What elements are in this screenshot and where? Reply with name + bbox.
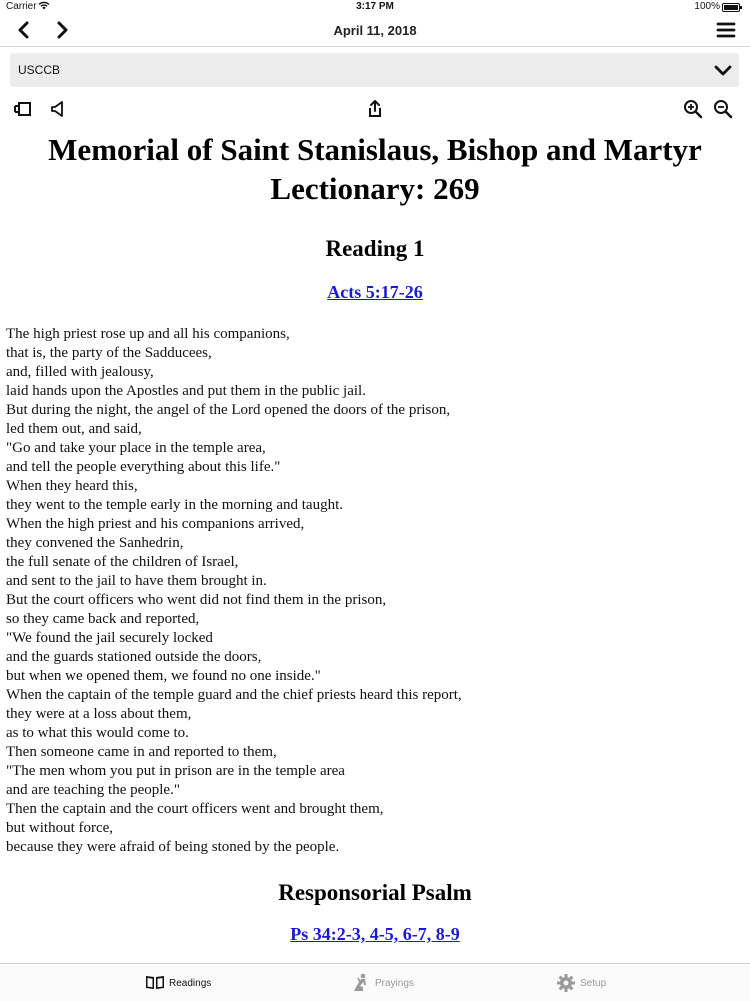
psalm-heading: Responsorial Psalm: [278, 880, 472, 905]
reading-line: laid hands upon the Apostles and put them in the public jail.: [6, 383, 366, 399]
reading-line: as to what this would come to.: [6, 725, 189, 741]
psalm-citation-link[interactable]: Ps 34:2-3, 4-5, 6-7, 8-9: [290, 924, 460, 944]
tab-setup-label: Setup: [580, 978, 607, 989]
reading-line: the full senate of the children of Israel,: [6, 554, 239, 570]
hamburger-menu-icon: [712, 16, 740, 44]
share-icon[interactable]: [364, 98, 386, 120]
battery-icon: [722, 3, 740, 12]
tab-prayings-label: Prayings: [375, 978, 414, 989]
source-select-value: USCCB: [18, 63, 61, 77]
reading-line: The high priest rose up and all his companions,: [6, 326, 290, 342]
reading-line: because they were afraid of being stoned by the people.: [6, 839, 340, 855]
carrier-label: Carrier: [6, 1, 37, 12]
page-title: [0, 130, 750, 208]
reading-line: "We found the jail securely locked: [6, 630, 213, 646]
reading-line: led them out, and said,: [6, 421, 142, 437]
reading-line: but without force,: [6, 820, 114, 836]
tab-readings-label: Readings: [169, 978, 212, 989]
reading-line: they convened the Sanhedrin,: [6, 535, 184, 551]
reading-line: Then the captain and the court officers went and brought them,: [6, 801, 384, 817]
praying-person-icon: [351, 973, 371, 993]
reading-line: that is, the party of the Sadducees,: [6, 345, 212, 361]
title-line-2: Lectionary: 269: [270, 171, 480, 206]
navigation-bar: [0, 14, 750, 47]
status-time: 3:17 PM: [356, 1, 394, 12]
reading-line: and tell the people everything about this life.": [6, 459, 281, 475]
reading-1-citation-link[interactable]: Acts 5:17-26: [327, 282, 423, 302]
reading-line: Then someone came in and reported to them,: [6, 744, 277, 760]
zoom-out-icon[interactable]: [712, 98, 734, 120]
book-icon: [145, 973, 165, 991]
reading-1-text: [6, 325, 750, 857]
source-select[interactable]: [10, 53, 739, 87]
screen-mirror-icon[interactable]: [12, 98, 34, 120]
reading-line: they were at a loss about them,: [6, 706, 192, 722]
reading-1-heading: Reading 1: [325, 236, 425, 261]
reading-toolbar: [0, 96, 750, 122]
reading-line: and, filled with jealousy,: [6, 364, 154, 380]
menu-button[interactable]: [712, 16, 740, 44]
reading-line: so they came back and reported,: [6, 611, 200, 627]
zoom-in-icon[interactable]: [682, 98, 704, 120]
date-title[interactable]: April 11, 2018: [333, 23, 417, 38]
reading-content[interactable]: [0, 130, 750, 962]
reading-line: and the guards stationed outside the doors,: [6, 649, 262, 665]
reading-line: they went to the temple early in the morning and taught.: [6, 497, 343, 513]
reading-line: "Go and take your place in the temple area,: [6, 440, 266, 456]
speaker-icon[interactable]: [47, 98, 69, 120]
reading-line: When the high priest and his companions arrived,: [6, 516, 305, 532]
reading-line: "The men whom you put in prison are in the temple area: [6, 763, 345, 779]
title-line-1: Memorial of Saint Stanislaus, Bishop and Martyr: [48, 132, 702, 167]
reading-line: When they heard this,: [6, 478, 138, 494]
reading-line: and sent to the jail to have them brought in.: [6, 573, 267, 589]
battery-percent: 100%: [694, 1, 720, 12]
reading-line: When the captain of the temple guard and the chief priests heard this report,: [6, 687, 462, 703]
chevron-down-icon: [711, 58, 735, 82]
gear-icon: [556, 973, 576, 993]
reading-line: But the court officers who went did not find them in the prison,: [6, 592, 387, 608]
reading-line: But during the night, the angel of the Lord opened the doors of the prison,: [6, 402, 451, 418]
reading-line: but when we opened them, we found no one inside.": [6, 668, 321, 684]
status-bar: [0, 0, 750, 14]
tab-bar: [0, 963, 750, 1001]
reading-line: and are teaching the people.": [6, 782, 180, 798]
